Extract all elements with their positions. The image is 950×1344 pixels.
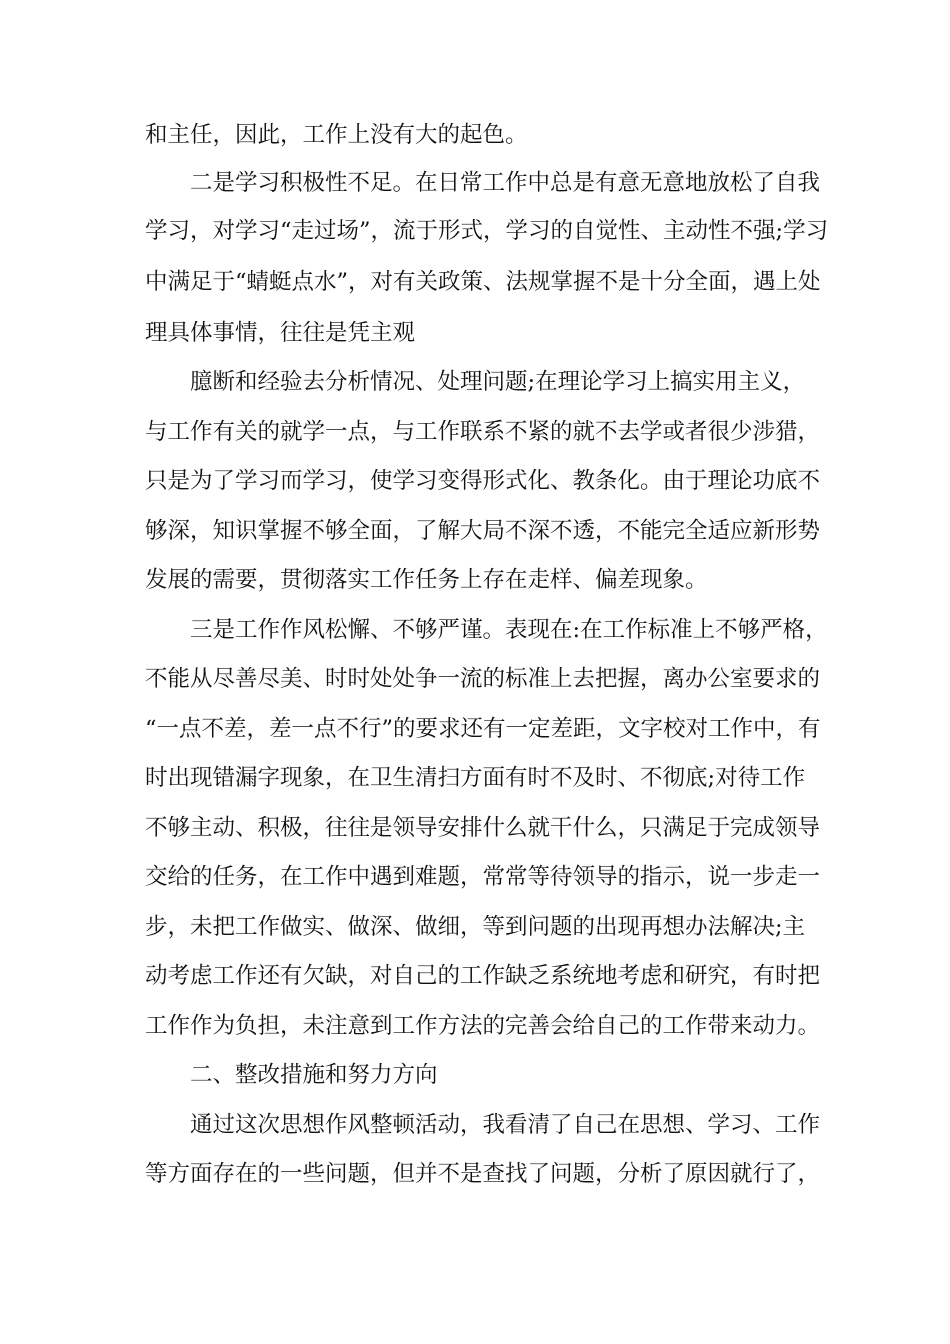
text-line: 够深，知识掌握不够全面，了解大局不深不透，不能完全适应新形势 (145, 518, 821, 544)
text-line: 工作作为负担，未注意到工作方法的完善会给自己的工作带来动力。 (145, 1013, 821, 1039)
text-line: 理具体事情，往往是凭主观 (145, 320, 416, 346)
text-line: 学习，对学习“走过场”，流于形式，学习的自觉性、主动性不强;学习 (145, 218, 829, 244)
text-line: 步，未把工作做实、做深、做细，等到问题的出现再想办法解决;主 (145, 914, 806, 940)
text-line: 与工作有关的就学一点，与工作联系不紧的就不去学或者很少涉猎， (145, 419, 821, 445)
text-line: 时出现错漏字现象，在卫生清扫方面有时不及时、不彻底;对待工作 (145, 765, 806, 791)
text-line: 和主任，因此，工作上没有大的起色。 (145, 122, 528, 148)
text-line: 通过这次思想作风整顿活动，我看清了自己在思想、学习、工作 (190, 1112, 821, 1138)
text-line: 等方面存在的一些问题，但并不是查找了问题，分析了原因就行了， (145, 1161, 821, 1187)
text-line: 三是工作作风松懈、不够严谨。表现在:在工作标准上不够严格， (190, 617, 828, 643)
text-line: 不能从尽善尽美、时时处处争一流的标准上去把握，离办公室要求的 (145, 666, 821, 692)
text-line: 动考虑工作还有欠缺，对自己的工作缺乏系统地考虑和研究，有时把 (145, 963, 821, 989)
text-line: 交给的任务，在工作中遇到难题，常常等待领导的指示，说一步走一 (145, 864, 821, 890)
text-line: 中满足于“蜻蜓点水”，对有关政策、法规掌握不是十分全面，遇上处 (145, 269, 821, 295)
section-heading: 二、整改措施和努力方向 (190, 1062, 438, 1088)
text-line: 臆断和经验去分析情况、处理问题;在理论学习上搞实用主义， (190, 369, 806, 395)
text-line: 发展的需要，贯彻落实工作任务上存在走样、偏差现象。 (145, 567, 708, 593)
text-line: 二是学习积极性不足。在日常工作中总是有意无意地放松了自我 (190, 170, 821, 196)
text-line: 不够主动、积极，往往是领导安排什么就干什么，只满足于完成领导 (145, 815, 821, 841)
text-line: 只是为了学习而学习，使学习变得形式化、教条化。由于理论功底不 (145, 468, 821, 494)
text-line: “一点不差，差一点不行”的要求还有一定差距，文字校对工作中，有 (145, 716, 821, 742)
